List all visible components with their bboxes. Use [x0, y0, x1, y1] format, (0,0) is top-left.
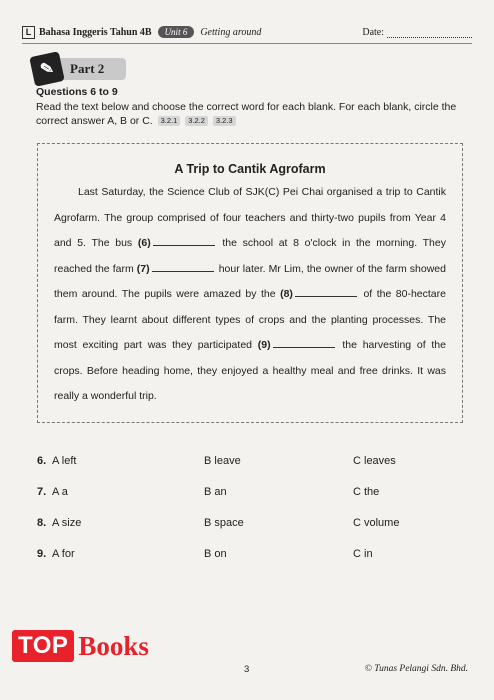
part-label: Part 2 [70, 61, 105, 76]
instruction-text [36, 100, 466, 128]
book-title: Bahasa Inggeris Tahun 4B [39, 26, 152, 38]
blank-8[interactable] [295, 287, 357, 297]
blank-9[interactable] [273, 338, 335, 348]
blank-number: (8) [280, 288, 293, 300]
option-b[interactable]: B leave [204, 455, 241, 467]
pencil-icon: ✎ [29, 51, 65, 87]
blank-number: (7) [136, 262, 150, 275]
skill-code: 3.2.2 [185, 116, 208, 126]
option-c[interactable]: C in [353, 548, 373, 560]
blank-number: (6) [137, 237, 151, 249]
option-c[interactable]: C leaves [353, 455, 396, 467]
blank-6[interactable] [153, 236, 215, 246]
option-b[interactable]: B an [204, 486, 227, 498]
question-number: 7. [37, 486, 47, 498]
question-number: 6. [37, 455, 47, 467]
question-number: 9. [37, 548, 47, 560]
option-c[interactable]: C volume [353, 517, 400, 529]
copyright: © Tunas Pelangi Sdn. Bhd. [364, 664, 468, 674]
unit-badge: Unit 6 [158, 26, 195, 38]
passage-segment: Last Saturday, the Science Club of SJK(C) Pei Chai organised a trip to Cantik Agrofarm. The group comprised of four teachers and thirty-two pupils from Year 4 and 5. The bus [54, 186, 446, 249]
book-logo-icon: L [22, 26, 35, 39]
date-label: Date: [362, 26, 384, 38]
passage-text [54, 180, 446, 410]
header-divider [22, 43, 472, 44]
questions-heading: Questions 6 to 9 [36, 86, 118, 98]
question-number: 8. [37, 517, 47, 529]
part-tab [36, 58, 126, 80]
passage-segment: hour later. Mr Lim, the owner of the farm showed them around. The pupils were amazed by the [54, 262, 446, 300]
question-row [37, 455, 467, 486]
question-row [37, 517, 467, 548]
date-line[interactable] [387, 28, 472, 38]
option-a[interactable]: A size [52, 517, 82, 529]
blank-7[interactable] [152, 262, 214, 272]
passage-box [37, 143, 463, 423]
question-row [37, 486, 467, 517]
date-field [362, 27, 472, 38]
option-a[interactable]: A left [52, 455, 77, 467]
option-a[interactable]: A for [52, 548, 75, 560]
page-header [22, 22, 472, 42]
watermark-top: TOP [12, 630, 74, 662]
page-number: 3 [244, 664, 250, 675]
skill-code: 3.2.3 [213, 116, 236, 126]
skill-code: 3.2.1 [158, 116, 181, 126]
option-a[interactable]: A a [52, 486, 68, 498]
part-heading [36, 56, 126, 82]
option-b[interactable]: B space [204, 517, 244, 529]
watermark-books: Books [78, 630, 149, 661]
option-c[interactable]: C the [353, 486, 380, 498]
topbooks-watermark [12, 626, 197, 666]
instruction-body: Read the text below and choose the correct word for each blank. For each blank, circle the correct answer A, B or C. [36, 101, 457, 127]
option-b[interactable]: B on [204, 548, 227, 560]
passage-segment: the school at 8 o'clock in the morning. They reached the farm [54, 237, 446, 275]
passage-segment: the harvesting of the crops. Before heading home, they enjoyed a healthy meal and free drinks. It was really a wonderful trip. [54, 339, 446, 402]
blank-number: (9) [257, 339, 271, 351]
question-row [37, 548, 467, 579]
answer-options [37, 455, 467, 579]
passage-title: A Trip to Cantik Agrofarm [174, 162, 326, 176]
unit-topic: Getting around [200, 26, 262, 38]
passage-segment: of the 80-hectare farm. They learnt about different types of crops and the planting processes. The most exciting part was they participated [54, 288, 446, 351]
